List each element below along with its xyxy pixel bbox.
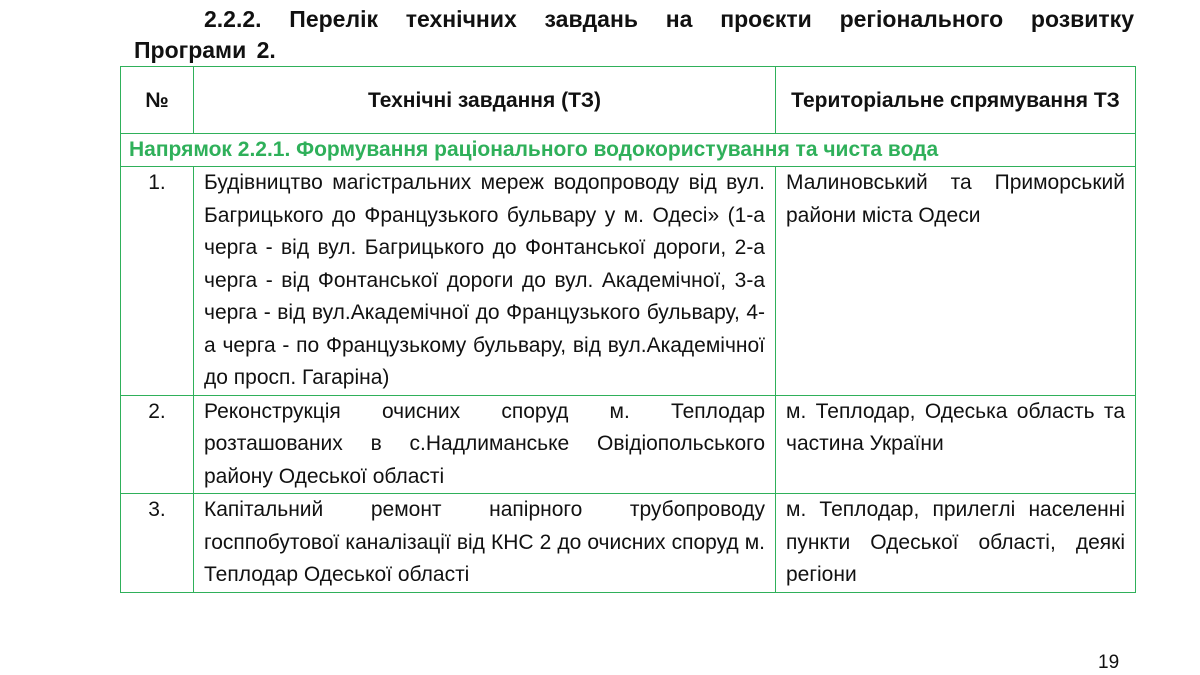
row-number: 3. [121,494,194,593]
heading-line-1: 2.2.2. Перелік технічних завдань на проєкти регіонального розвитку [204,6,1134,32]
section-heading [134,4,1134,66]
section-row [121,134,1136,167]
technical-tasks-table [120,66,1136,593]
row-territory: Малиновський та Приморський райони міста Одеси [776,167,1136,396]
row-territory: м. Теплодар, прилеглі населенні пункти Одеської області, деякі регіони [776,494,1136,593]
page-number: 19 [1098,652,1120,673]
section-title: Напрямок 2.2.1. Формування раціонального водокористування та чиста вода [121,134,1136,167]
table-row [121,494,1136,593]
table-row [121,395,1136,494]
header-territory: Територіальне спрямування ТЗ [776,67,1136,134]
header-number: № [121,67,194,134]
row-task: Капітальний ремонт напірного трубопроводу госппобутової каналізації від КНС 2 до очисних споруд м. Теплодар Одеської області [194,494,776,593]
table-row [121,167,1136,396]
row-number: 2. [121,395,194,494]
heading-line-2: Програми 2. [134,37,276,63]
header-task: Технічні завдання (ТЗ) [194,67,776,134]
table-header-row [121,67,1136,134]
row-task: Реконструкція очисних споруд м. Теплодар розташованих в с.Надлиманське Овідіопольського району Одеської області [194,395,776,494]
row-task: Будівництво магістральних мереж водопроводу від вул. Багрицького до Французького бульвару у м. Одесі» (1-а черга - від вул. Багрицького до Фонтанської дороги, 2-а черга - від Фонтанської дороги до вул. Академічної, 3-а черга - від вул.Академічної до Французького бульвару, 4-а черга - по Французькому бульвару, від вул.Академічної до просп. Гагаріна) [194,167,776,396]
row-number: 1. [121,167,194,396]
row-territory: м. Теплодар, Одеська область та частина України [776,395,1136,494]
